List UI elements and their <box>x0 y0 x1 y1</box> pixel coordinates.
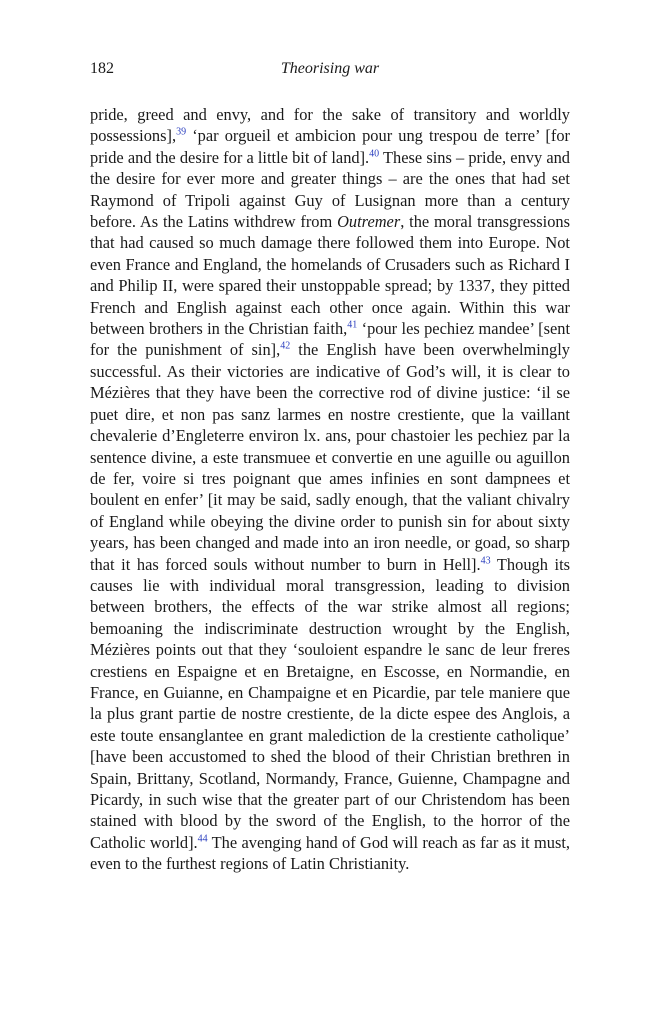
text-segment: the English have been overwhelmingly successful. As their victories are indicative of God’s will, it is clear to Mézières that they have been the corrective rod of divine justice: ‘il se puet dire, et non pas sanz larmes en nostre crestiente, que la vaillant chevalerie d’Engleterre environ lx. ans, pour chastoier les pechiez par la sentence divine, a este transmuee et convertie en une aguille ou aguillon de fer, voire si tres poignant que ames infinies en sont dampnees et boulent en enfer’ [it may be said, sadly enough, that the valiant chivalry of England while obeying the divine order to punish sin for about sixty years, has been changed and made into an iron needle, or goad, so sharp that it has forced souls without number to burn in Hell]. <box>90 340 570 574</box>
body-paragraph <box>90 104 570 875</box>
footnote-marker-43[interactable]: 43 <box>480 555 491 567</box>
text-segment: Though its causes lie with individual moral transgression, leading to division between brothers, the effects of the war strike almost all regions; bemoaning the indiscriminate destruction wrought by the English, Mézières points out that they ‘souloient espandre le sanc de leur freres crestiens en Espaigne et en Bretaigne, en Escosse, en Normandie, en France, en Guianne, en Champaigne et en Picardie, par tele maniere que la plus grant partie de nostre crestiente, de la dicte espee des Anglois, a este toute ensanglantee en grant malediction de la crestiente catholique’ [have been accustomed to shed the blood of their Christian brethren in Spain, Brittany, Scotland, Normandy, France, Guienne, Champagne and Picardy, in such wise that the greater part of our Christendom has been stained with blood by the sword of the English, to the horror of the Catholic world]. <box>90 554 570 852</box>
footnote-marker-42[interactable]: 42 <box>280 341 291 352</box>
text-segment: ‘par orgueil et ambicion pour ung trespou de terre’ [for pride and the desire for a little bit of land]. <box>90 126 570 167</box>
page-header <box>90 60 570 84</box>
italic-term-outremer: Outremer <box>337 212 401 232</box>
text-segment: ‘pour les pechiez mandee’ [sent for the punishment of sin], <box>90 319 570 360</box>
page-number: 182 <box>90 60 114 77</box>
footnote-marker-39[interactable]: 39 <box>176 126 187 138</box>
footnote-marker-44[interactable]: 44 <box>197 833 208 845</box>
paragraph <box>90 104 570 875</box>
book-page <box>90 60 570 875</box>
text-segment: These sins – pride, envy and the desire for ever more and greater things – are the ones that had set Raymond of Tripoli against Guy of Lusignan more than a century before. As the Latins withdrew from <box>90 147 570 232</box>
footnote-marker-41[interactable]: 41 <box>347 319 358 331</box>
text-segment: The avenging hand of God will reach as far as it must, even to the furthest regions of Latin Christianity. <box>90 832 570 874</box>
running-title: Theorising war <box>280 60 380 77</box>
text-segment: , the moral transgressions that had caused so much damage there followed them into Europe. Not even France and England, the homelands of Crusaders such as Richard I and Philip II, were spared their unstoppable spread; by 1337, they pitted French and English against each other once again. Within this war between brothers in the Christian faith, <box>90 212 570 339</box>
text-segment: pride, greed and envy, and for the sake of transitory and worldly possessions], <box>90 105 570 146</box>
footnote-marker-40[interactable]: 40 <box>369 148 380 160</box>
